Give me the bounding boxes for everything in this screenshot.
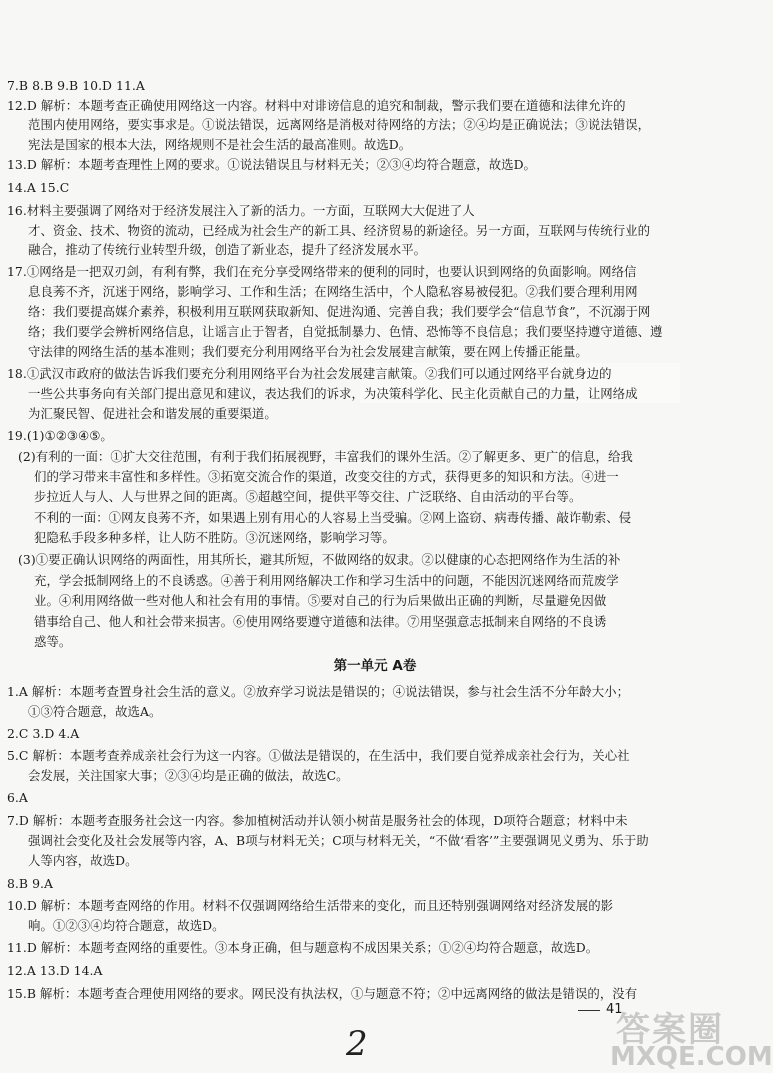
answer-line: 守法律的网络生活的基本准则；我们要充分利用网络平台为社会发展建言献策，要在网上传播正能量。	[28, 344, 588, 359]
answer-line: 融合，推动了传统行业转型升级，创造了新业态，提升了经济发展水平。	[28, 242, 427, 257]
answer-line: 一些公共事务向有关部门提出意见和建议，表达我们的诉求，为决策科学化、民主化贡献自己的力量，让网络成	[28, 386, 638, 401]
answer-line: (3)①要正确认识网络的两面性，用其所长，避其所短，不做网络的奴隶。②以健康的心态把网络作为生活的补	[18, 552, 621, 567]
handwritten-mark: 2	[346, 1024, 368, 1064]
answer-line: 宪法是国家的根本大法，网络规则不是社会生活的最高准则。故选D。	[28, 137, 412, 152]
answer-line: 6.A	[7, 790, 28, 805]
answer-line: 1.A 解析：本题考查置身社会生活的意义。②放弃学习说法是错误的；④说法错误，参与社会生活不分年龄大小；	[7, 684, 630, 699]
answer-line: 惑等。	[34, 634, 72, 649]
watermark-url: MXQE.COM	[610, 1042, 773, 1072]
page-number: 41	[606, 1002, 623, 1017]
answer-line: 11.D 解析：本题考查网络的重要性。③本身正确，但与题意构不成因果关系；①②④均符合题意，故选D。	[7, 940, 599, 955]
answer-line: 强调社会变化及社会发展等内容，A、B项与材料无关；C项与材料无关，“不做‘看客’”主要强调见义勇为、乐于助	[28, 833, 649, 848]
answer-line: 12.A 13.D 14.A	[7, 963, 103, 978]
answer-line: 13.D 解析：本题考查理性上网的要求。①说法错误且与材料无关；②③④均符合题意，故选D。	[7, 157, 536, 172]
answer-line: 不利的一面：①网友良莠不齐，如果遇上别有用心的人容易上当受骗。②网上盗窃、病毒传播、敲诈勒索、侵	[34, 510, 632, 525]
answer-line: 步拉近人与人、人与世界之间的距离。⑤超越空间，提供平等交往、广泛联络、自由活动的平台等。	[34, 489, 582, 504]
answer-line: 人等内容，故选D。	[28, 853, 138, 868]
answer-line: 18.①武汉市政府的做法告诉我们要充分利用网络平台为社会发展建言献策。②我们可以通过网络平台就身边的	[7, 366, 612, 381]
answer-line: 业。④利用网络做一些对他人和社会有用的事情。⑤要对自己的行为后果做出正确的判断，尽量避免因做	[34, 593, 607, 608]
answer-line: 14.A 15.C	[7, 180, 70, 195]
answer-line: ①③符合题意，故选A。	[28, 704, 162, 719]
answer-line: 10.D 解析：本题考查网络的作用。材料不仅强调网络给生活带来的变化，而且还特别强调网络对经济发展的影	[7, 898, 614, 913]
answer-line: 会发展，关注国家大事；②③④均是正确的做法，故选C。	[28, 768, 349, 783]
answer-line: 5.C 解析：本题考查养成亲社会行为这一内容。①做法是错误的，在生活中，我们要自觉养成亲社会行为，关心社	[7, 748, 630, 763]
answer-line: 络；我们要学会辨析网络信息，让谣言止于智者，自觉抵制暴力、色情、恐怖等不良信息；我们要坚持遵守道德、遵	[28, 324, 663, 339]
answer-line: 7.B 8.B 9.B 10.D 11.A	[7, 78, 145, 93]
answer-line: 络：我们要提高媒介素养，积极利用互联网获取新知、促进沟通、完善自我；我们要学会“信息节食”，不沉溺于网	[28, 304, 651, 319]
answer-line: 响。①②③④均符合题意，故选D。	[28, 918, 225, 933]
answer-line: 19.(1)①②③④⑤。	[7, 428, 113, 443]
watermark-title: 答案圈	[616, 1010, 724, 1050]
answer-line: 7.D 解析：本题考查服务社会这一内容。参加植树活动并认领小树苗是服务社会的体现，D项符合题意；材料中未	[7, 813, 628, 828]
answer-line: 17.①网络是一把双刃剑，有利有弊，我们在充分享受网络带来的便利的同时，也要认识到网络的负面影响。网络信	[7, 264, 637, 279]
answer-line: 8.B 9.A	[7, 876, 53, 891]
answer-line: 才、资金、技术、物资的流动，已经成为社会生产的新工具、经济贸易的新途径。另一方面，互联网与传统行业的	[28, 223, 651, 238]
answer-line: 息良莠不齐，沉迷于网络，影响学习、工作和生活；在网络生活中，个人隐私容易被侵犯。②我们要合理利用网	[28, 284, 638, 299]
answer-line: 范围内使用网络，要实事求是。①说法错误，远离网络是消极对待网络的方法；②④均是正确说法；③说法错误，	[28, 117, 651, 132]
answer-line: 为汇聚民智、促进社会和谐发展的重要渠道。	[28, 406, 277, 421]
answer-line: 2.C 3.D 4.A	[7, 726, 80, 741]
answer-line: 犯隐私手段多种多样，让人防不胜防。③沉迷网络，影响学习等。	[34, 530, 395, 545]
answer-line: 12.D 解析：本题考查正确使用网络这一内容。材料中对诽谤信息的追究和制裁，警示我们要在道德和法律允许的	[7, 98, 626, 113]
answer-line: 16.材料主要强调了网络对于经济发展注入了新的活力。一方面，互联网大大促进了人	[7, 203, 475, 218]
answer-line: (2)有利的一面：①扩大交往范围，有利于我们拓展视野，丰富我们的课外生活。②了解更多、更广的信息，给我	[18, 449, 633, 464]
answer-line: 错事给自己、他人和社会带来损害。⑥使用网络要遵守道德和法律。⑦用坚强意志抵制来自网络的不良诱	[34, 614, 607, 629]
answer-line: 15.B 解析：本题考查合理使用网络的要求。网民没有执法权，①与题意不符；②中远离网络的做法是错误的，没有	[7, 986, 638, 1001]
answer-line: 充，学会抵制网络上的不良诱惑。④善于利用网络解决工作和学习生活中的问题，不能因沉迷网络而荒废学	[34, 573, 619, 588]
watermark	[596, 998, 773, 1073]
answer-line: 们的学习带来丰富性和多样性。③拓宽交流合作的渠道，改变交往的方式，获得更多的知识和方法。④进一	[34, 469, 619, 484]
section-title: 第一单元 A卷	[333, 658, 417, 674]
